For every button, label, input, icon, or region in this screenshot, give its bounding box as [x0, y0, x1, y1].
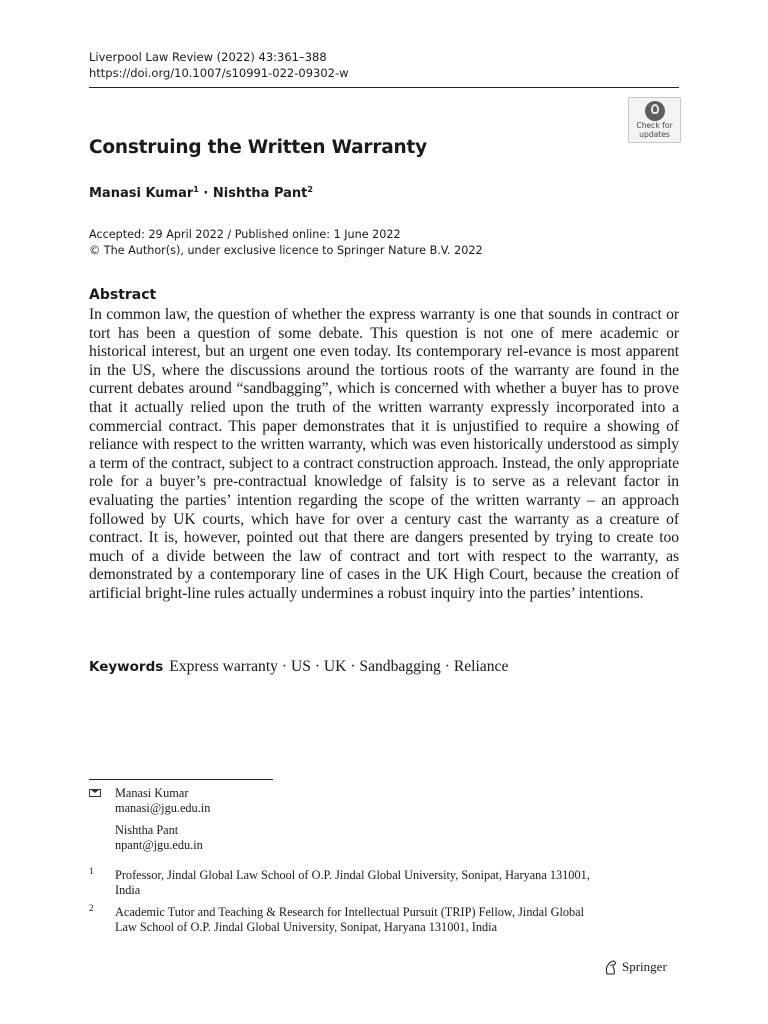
affiliation-2	[115, 905, 584, 935]
author-name[interactable]: Nishtha Pant	[212, 186, 308, 201]
article-title: Construing the Written Warranty	[89, 137, 428, 158]
affiliation-line: Professor, Jindal Global Law School of O.P. Jindal Global University, Sonipat, Haryana 131001,	[115, 868, 590, 882]
corresponding-author	[115, 786, 210, 816]
keywords-label: Keywords	[89, 659, 164, 675]
check-for-updates-badge[interactable]	[628, 97, 681, 143]
footnote-divider	[89, 779, 273, 780]
keywords	[89, 658, 508, 676]
dates-line: Accepted: 29 April 2022 / Published online: 1 June 2022	[89, 228, 401, 241]
header-divider	[89, 87, 679, 88]
envelope-icon	[89, 789, 101, 797]
co-author-contact	[115, 823, 203, 853]
publisher-logo	[604, 959, 667, 975]
check-for-updates-icon	[645, 101, 665, 121]
contact-name: Manasi Kumar	[115, 786, 189, 800]
author-separator: ·	[198, 186, 213, 201]
affiliation-number: 1	[89, 866, 94, 876]
journal-line: Liverpool Law Review (2022) 43:361–388	[89, 50, 327, 64]
affiliation-1	[115, 868, 590, 898]
author-affiliation-ref: 1	[193, 185, 199, 194]
author-affiliation-ref: 2	[307, 185, 313, 194]
springer-horse-icon	[604, 960, 618, 975]
journal-citation	[89, 49, 349, 81]
doi-link[interactable]: https://doi.org/10.1007/s10991-022-09302-w	[89, 66, 349, 80]
affiliation-line: Law School of O.P. Jindal Global University, Sonipat, Haryana 131001, India	[115, 920, 498, 934]
contact-email[interactable]: manasi@jgu.edu.in	[115, 801, 211, 815]
abstract-text: In common law, the question of whether the express warranty is one that sounds in contract or tort has been a question of some debate. This question is not one of mere academic or historical interest, but an urgent one even today. Its contemporary rel-evance is most apparent in the US, where the discussions around the tortious roots of the warranty are found in the current debates around “sandbagging”, which is concerned with whether a buyer has to prove that it actually relied upon the truth of the written warranty expressly incorporated into a commercial contract. This paper demonstrates that it is unjustified to require a showing of reliance with respect to the written warranty, which was even historically understood as simply a term of the contract, subject to a contract construction approach. Instead, the only appropriate role for a buyer’s pre-contractual knowledge of falsity is to serve as a relevant factor in evaluating the parties’ intention regarding the scope of the written warranty – an approach followed by UK courts, which have for over a century cast the warranty as a creature of contract. It is, however, pointed out that there are dangers presented by trying to create too much of a divide between the law of contract and tort with respect to the warranty, as demonstrated by a contemporary line of cases in the UK High Court, because the creation of artificial bright-line rules actually undermines a robust inquiry into the parties’ intentions.	[89, 306, 679, 602]
author-name[interactable]: Manasi Kumar	[89, 186, 194, 201]
keywords-text: Express warranty · US · UK · Sandbagging · Reliance	[169, 658, 509, 675]
contact-name: Nishtha Pant	[115, 823, 179, 837]
contact-email[interactable]: npant@jgu.edu.in	[115, 838, 203, 852]
copyright-line: © The Author(s), under exclusive licence to Springer Nature B.V. 2022	[89, 244, 483, 257]
affiliation-line: Academic Tutor and Teaching & Research for Intellectual Pursuit (TRIP) Fellow, Jindal Global	[115, 905, 585, 919]
badge-line-1: Check for	[636, 121, 673, 130]
publication-dates	[89, 227, 483, 259]
affiliation-number: 2	[89, 903, 94, 913]
affiliation-line: India	[115, 883, 141, 897]
author-list	[89, 185, 313, 201]
publisher-name: Springer	[622, 959, 667, 974]
badge-line-2: updates	[639, 129, 670, 139]
abstract-heading: Abstract	[89, 287, 157, 303]
